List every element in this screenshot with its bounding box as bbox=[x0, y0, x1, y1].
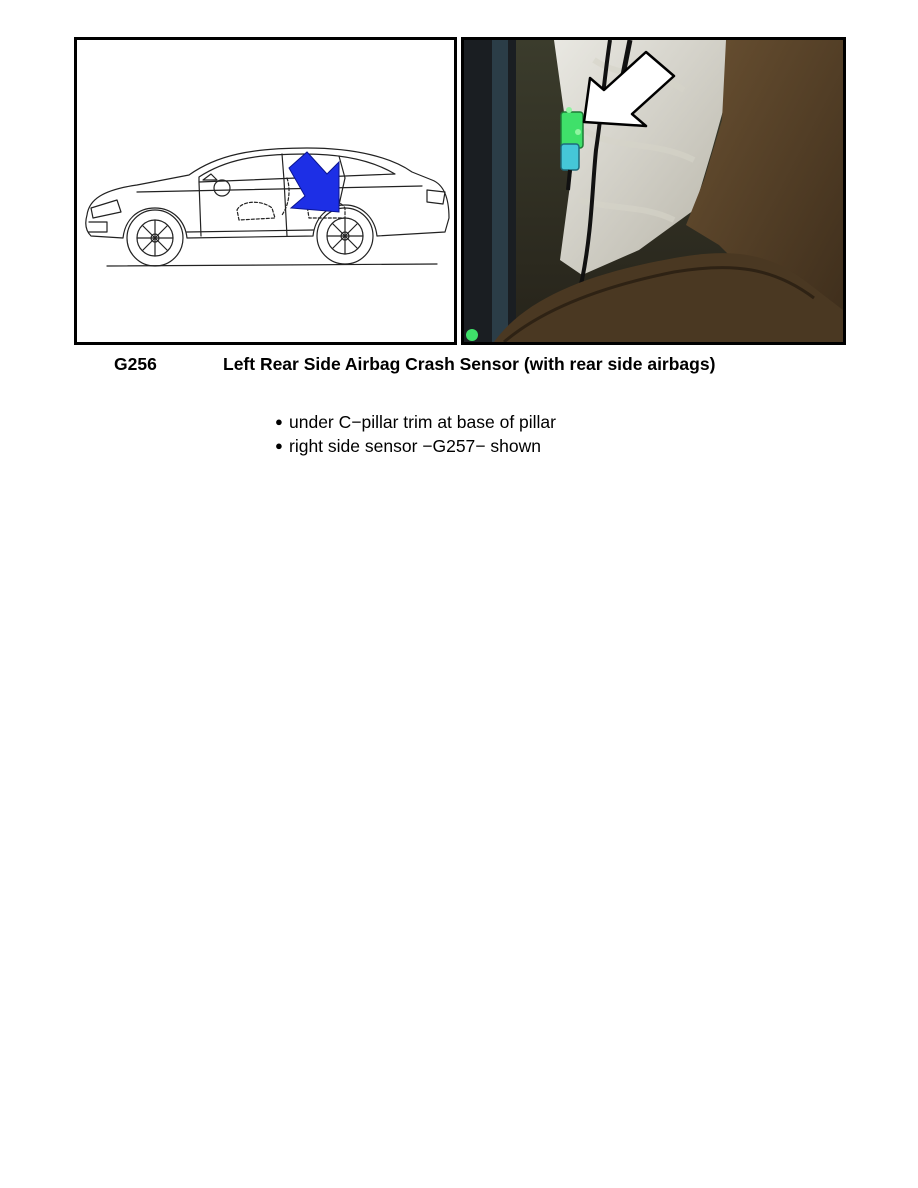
car-illustration-panel bbox=[74, 37, 457, 345]
c-pillar-sensor-photo bbox=[464, 40, 843, 342]
component-title: Left Rear Side Airbag Crash Sensor (with rear side airbags) bbox=[223, 354, 716, 374]
pointer-arrow-icon bbox=[289, 152, 339, 212]
list-item bbox=[275, 410, 556, 434]
location-notes bbox=[275, 410, 556, 458]
note-text: under C−pillar trim at base of pillar bbox=[289, 412, 556, 432]
car-side-view-illustration bbox=[77, 40, 454, 342]
note-text: right side sensor −G257− shown bbox=[289, 436, 541, 456]
bullet-icon: ● bbox=[275, 438, 283, 453]
bullet-icon: ● bbox=[275, 414, 283, 429]
sensor-photo-panel bbox=[461, 37, 846, 345]
figure-row bbox=[74, 37, 846, 345]
component-code: G256 bbox=[114, 354, 157, 374]
list-item bbox=[275, 434, 556, 458]
